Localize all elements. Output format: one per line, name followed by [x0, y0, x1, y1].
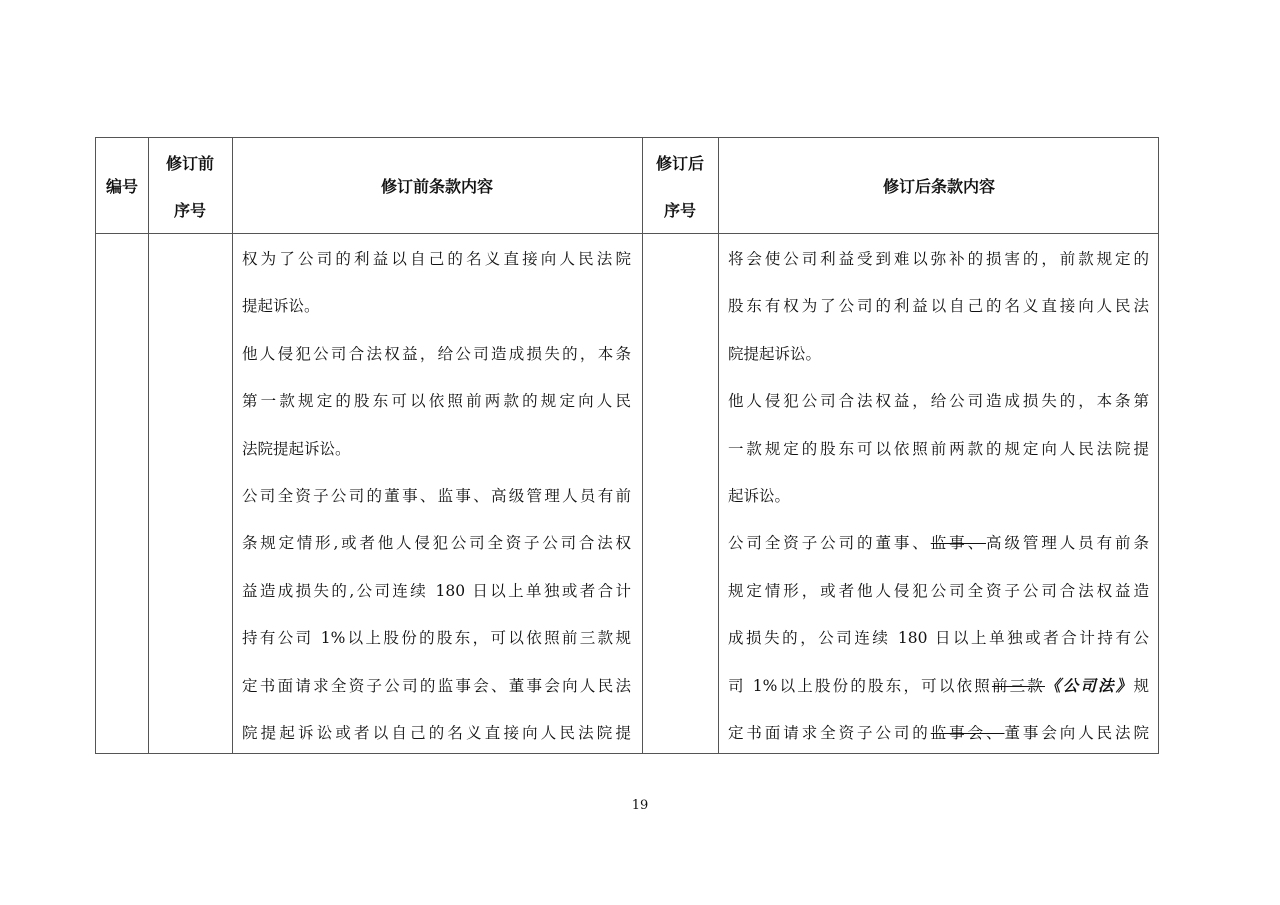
text-line: 第一款规定的股东可以依照前两款的规定向人民	[242, 392, 631, 411]
header-after-seq-line1: 修订后	[655, 154, 704, 173]
text-segment: 定书面请求全资子公司的	[728, 724, 931, 742]
header-before-seq-line1: 修订前	[165, 154, 214, 173]
column-divider	[232, 138, 233, 753]
text-line	[728, 579, 1149, 603]
header-after-seq-line2: 序号	[663, 201, 696, 220]
deleted-text: 监事会、	[930, 724, 1005, 742]
text-segment: 一款规定的股东可以依照前两款的规定向人民法院提	[728, 439, 1149, 458]
text-line: 权为了公司的利益以自己的名义直接向人民法院	[242, 250, 631, 268]
text-segment: 股东有权为了公司的利益以自己的名义直接向人民法	[728, 297, 1149, 316]
text-line	[728, 247, 1149, 271]
deleted-text: 监事、	[930, 534, 987, 553]
text-line	[728, 342, 1149, 366]
header-after-content: 修订后条款内容	[882, 177, 995, 196]
text-segment: 他人侵犯公司合法权益，给公司造成损失的，本条第	[728, 392, 1149, 411]
text-segment: 起诉讼。	[728, 487, 791, 505]
text-segment: 公司全资子公司的董事、	[728, 534, 931, 553]
text-line: 他人侵犯公司合法权益，给公司造成损失的，本条	[242, 344, 631, 363]
column-divider	[642, 138, 643, 753]
text-segment: 院提起诉讼。	[728, 344, 822, 363]
column-divider	[148, 138, 149, 753]
header-divider	[96, 233, 1158, 234]
header-number: 编号	[105, 177, 138, 196]
text-line	[728, 531, 1149, 555]
column-divider	[718, 138, 719, 753]
text-line: 提起诉讼。	[242, 297, 320, 316]
text-line	[728, 721, 1149, 745]
text-line: 条规定情形,或者他人侵犯公司全资子公司合法权	[242, 534, 631, 553]
deleted-text: 前三款	[991, 676, 1045, 695]
text-line	[728, 674, 1149, 698]
text-segment: 将会使公司利益受到难以弥补的损害的，前款规定的	[728, 250, 1149, 268]
page-number: 19	[631, 798, 649, 813]
text-segment: 高级管理人员有前条	[986, 534, 1149, 553]
text-line: 法院提起诉讼。	[242, 439, 351, 458]
text-line	[728, 484, 1149, 508]
text-segment: 司 1%以上股份的股东，可以依照	[728, 676, 992, 695]
text-line	[728, 389, 1149, 413]
header-before-content: 修订前条款内容	[380, 177, 493, 196]
text-line: 益造成损失的,公司连续 180 日以上单独或者合计	[242, 581, 631, 600]
text-line: 定书面请求全资子公司的监事会、董事会向人民法	[242, 676, 631, 695]
text-segment: 成损失的，公司连续 180 日以上单独或者合计持有公	[728, 629, 1149, 648]
text-line: 持有公司 1%以上股份的股东，可以依照前三款规	[242, 629, 631, 648]
revision-comparison-table	[95, 137, 1159, 754]
text-line: 院提起诉讼或者以自己的名义直接向人民法院提	[242, 724, 631, 742]
text-segment: 董事会向人民法院	[1004, 724, 1149, 742]
text-segment: 规	[1133, 676, 1149, 695]
text-line	[728, 437, 1149, 461]
inserted-text: 《公司法》	[1044, 675, 1134, 695]
text-line: 公司全资子公司的董事、监事、高级管理人员有前	[242, 487, 631, 505]
header-before-seq-line2: 序号	[173, 201, 206, 220]
text-line	[728, 626, 1149, 650]
text-segment: 规定情形，或者他人侵犯公司全资子公司合法权益造	[728, 581, 1149, 600]
text-line	[728, 294, 1149, 318]
